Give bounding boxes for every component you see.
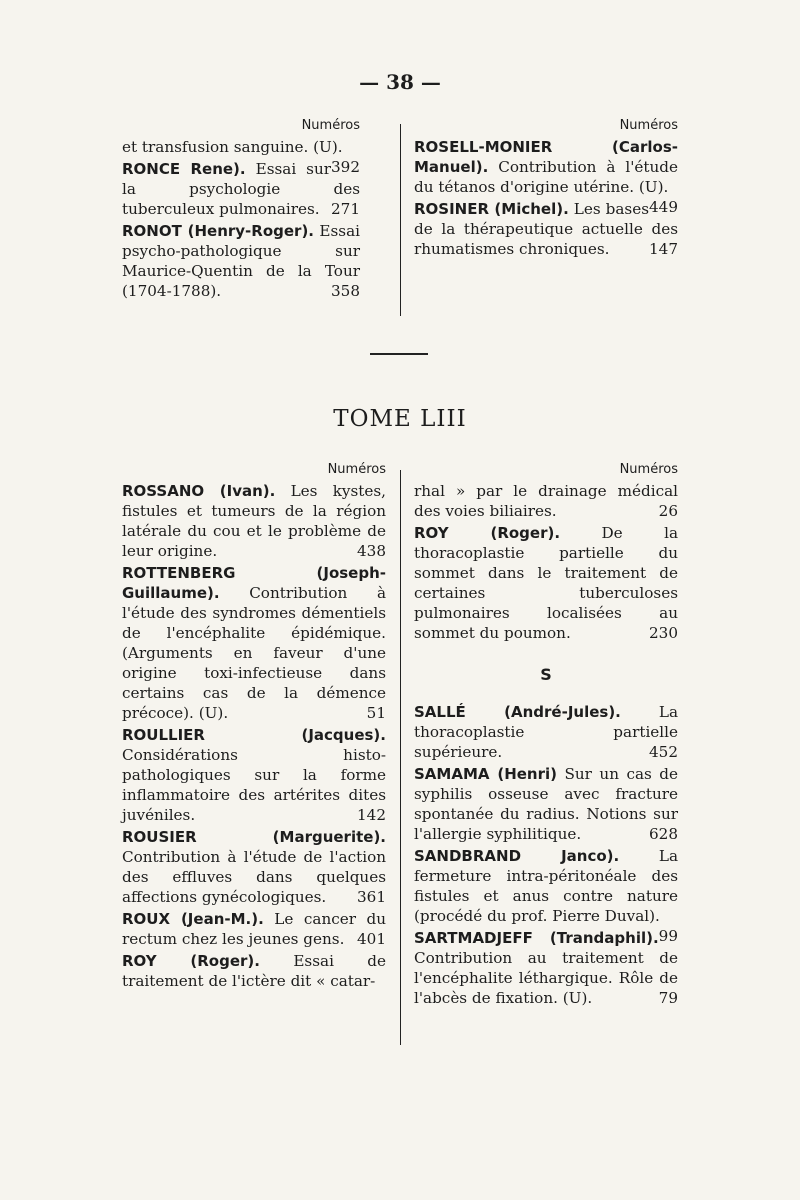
page-number: — 38 — [359,70,441,94]
column-divider [400,124,401,316]
index-entry: SALLÉ (André-Jules). La thoracoplastie partielle supérieure. 452 [414,703,679,761]
index-entry: ROTTENBERG (Joseph-Guillaume). Contribution à l'étude des syndromes démentiels de l'encéphalite épidémique. (Arguments en faveur d'une origine toxi-infectieuse dans certains cas de la démence précoce). (U). 51 [122,564,386,722]
index-entry: ROSINER (Michel). Les bases de la thérapeutique actuelle des rhumatismes chroniques. 147 [414,200,678,258]
top-right-column [414,118,678,261]
index-entry: ROULLIER (Jacques). Considérations histo-pathologiques sur la forme inflammatoire des artérites dites juvéniles. 142 [122,726,386,824]
index-entry: ROSSANO (Ivan). Les kystes, fistules et tumeurs de la région latérale du cou et le problème de leur origine. 438 [122,482,386,560]
index-entry: ROY (Roger). Essai de traitement de l'ictère dit « catar- [122,952,387,990]
section-letter: S [540,665,552,684]
column-divider [400,470,401,1045]
index-entry: rhal » par le drainage médical des voies biliaires. 26 [414,482,678,520]
index-entry: et transfusion sanguine. (U). 392 [122,138,360,176]
index-entry: ROSELL-MONIER (Carlos-Manuel). Contribution à l'étude du tétanos d'origine utérine. (U). 449 [414,138,679,216]
bottom-right-column [414,462,678,1010]
column-header: Numéros [619,118,678,133]
index-entry: SARTMADJEFF (Trandaphil). Contribution au traitement de l'encéphalite léthargique. Rôle de l'abcès de fixation. (U). 79 [414,929,678,1007]
index-entry: ROY (Roger). De la thoracoplastie partielle du sommet dans le traitement de certaines tuberculoses pulmonaires localisées au sommet du poumon. 230 [414,524,678,642]
index-entry: RONCE Rene). Essai sur la psychologie des tuberculeux pulmonaires. 271 [122,160,360,218]
index-entry: SAMAMA (Henri) Sur un cas de syphilis osseuse avec fracture spontanée du radius. Notions sur l'allergie syphilitique. 628 [414,765,678,843]
top-left-column [122,118,360,303]
index-entry: ROUSIER (Marguerite). Contribution à l'étude de l'action des effluves dans quelques affections gynécologiques. 361 [122,828,386,906]
column-header: Numéros [327,462,386,477]
index-entry: ROUX (Jean-M.). Le cancer du rectum chez les jeunes gens. 401 [122,910,386,948]
section-divider [370,353,428,355]
tome-title: TOME LIII [333,406,467,432]
bottom-left-column [122,462,386,993]
index-entry: RONOT (Henry-Roger). Essai psycho-pathologique sur Maurice-Quentin de la Tour (1704-1788). 358 [122,222,360,300]
column-header: Numéros [619,462,678,477]
index-entry: SANDBRAND Janco). La fermeture intra-péritonéale des fistules et anus contre nature (procédé du prof. Pierre Duval). 99 [414,847,678,945]
column-header: Numéros [301,118,360,133]
